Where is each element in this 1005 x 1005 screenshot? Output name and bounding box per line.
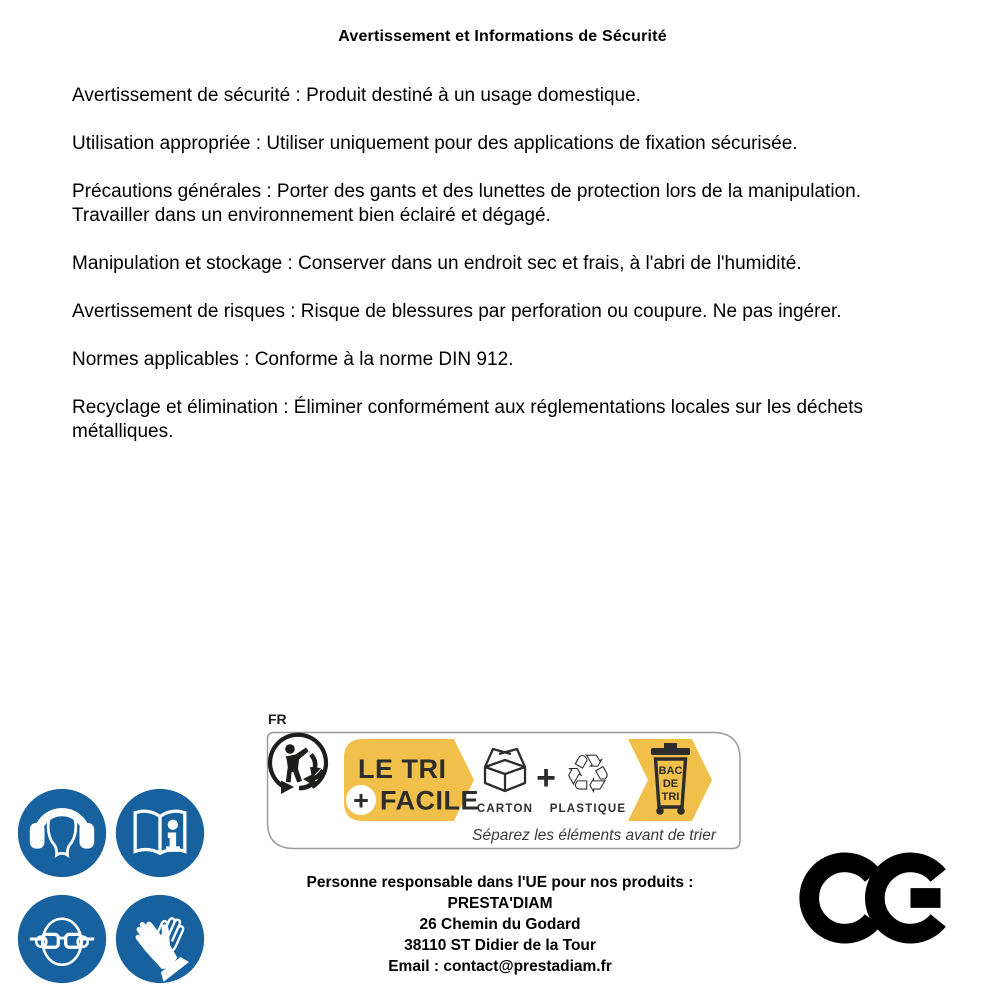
address-city: 38110 ST Didier de la Tour bbox=[404, 937, 596, 954]
paragraph-standards: Normes applicables : Conforme à la norme DIN 912. bbox=[72, 349, 514, 370]
country-code-label: FR bbox=[268, 711, 287, 727]
address-street: 26 Chemin du Godard bbox=[419, 916, 581, 933]
bin-text-line3: TRI bbox=[661, 791, 680, 803]
plastic-recycle-icon: ♲ bbox=[563, 743, 613, 806]
read-instruction-manual-icon bbox=[114, 787, 206, 879]
bin-text-line1: BAC bbox=[658, 765, 683, 777]
safety-pictograms bbox=[16, 787, 218, 985]
tri-facile-label-graphic bbox=[266, 731, 742, 850]
paragraph-general-precautions: Précautions générales : Porter des gants et des lunettes de protection lors de la manipulation. Travailler dans un environnement bien éclairé et dégagé. bbox=[72, 181, 861, 226]
paragraph-handling-storage: Manipulation et stockage : Conserver dans un endroit sec et frais, à l'abri de l'humidité. bbox=[72, 253, 802, 274]
wear-eye-protection-icon bbox=[16, 893, 108, 985]
paragraph-risk-warning: Avertissement de risques : Risque de blessures par perforation ou coupure. Ne pas ingérer. bbox=[72, 301, 842, 322]
material-carton-label: CARTON bbox=[476, 803, 534, 815]
responsible-person-line: Personne responsable dans l'UE pour nos produits : bbox=[306, 874, 694, 891]
company-name: PRESTA'DIAM bbox=[447, 895, 553, 912]
ce-mark-icon bbox=[798, 846, 948, 950]
materials-separator: + bbox=[536, 759, 556, 797]
plus-badge: + bbox=[353, 785, 369, 816]
ce-mark bbox=[798, 846, 948, 955]
paragraph-recycling: Recyclage et élimination : Éliminer conformément aux réglementations locales sur les déchets métalliques. bbox=[72, 397, 863, 442]
recycling-info-label bbox=[266, 711, 744, 855]
bin-text-line2: DE bbox=[662, 778, 679, 790]
responsible-person-block bbox=[250, 872, 750, 977]
safety-paragraphs bbox=[72, 84, 938, 468]
paragraph-safety-warning: Avertissement de sécurité : Produit destiné à un usage domestique. bbox=[72, 85, 641, 106]
material-plastique-label: PLASTIQUE bbox=[549, 803, 627, 815]
headline-line2: FACILE bbox=[380, 785, 480, 816]
label-footer-note: Séparez les éléments avant de trier bbox=[472, 827, 716, 844]
headline-line1: LE TRI bbox=[358, 754, 447, 784]
page-title: Avertissement et Informations de Sécurité bbox=[338, 28, 667, 45]
contact-email: Email : contact@prestadiam.fr bbox=[388, 958, 612, 975]
wear-protective-gloves-icon bbox=[114, 893, 206, 985]
paragraph-appropriate-use: Utilisation appropriée : Utiliser uniquement pour des applications de fixation sécurisée. bbox=[72, 133, 798, 154]
wear-ear-protection-icon bbox=[16, 787, 108, 879]
